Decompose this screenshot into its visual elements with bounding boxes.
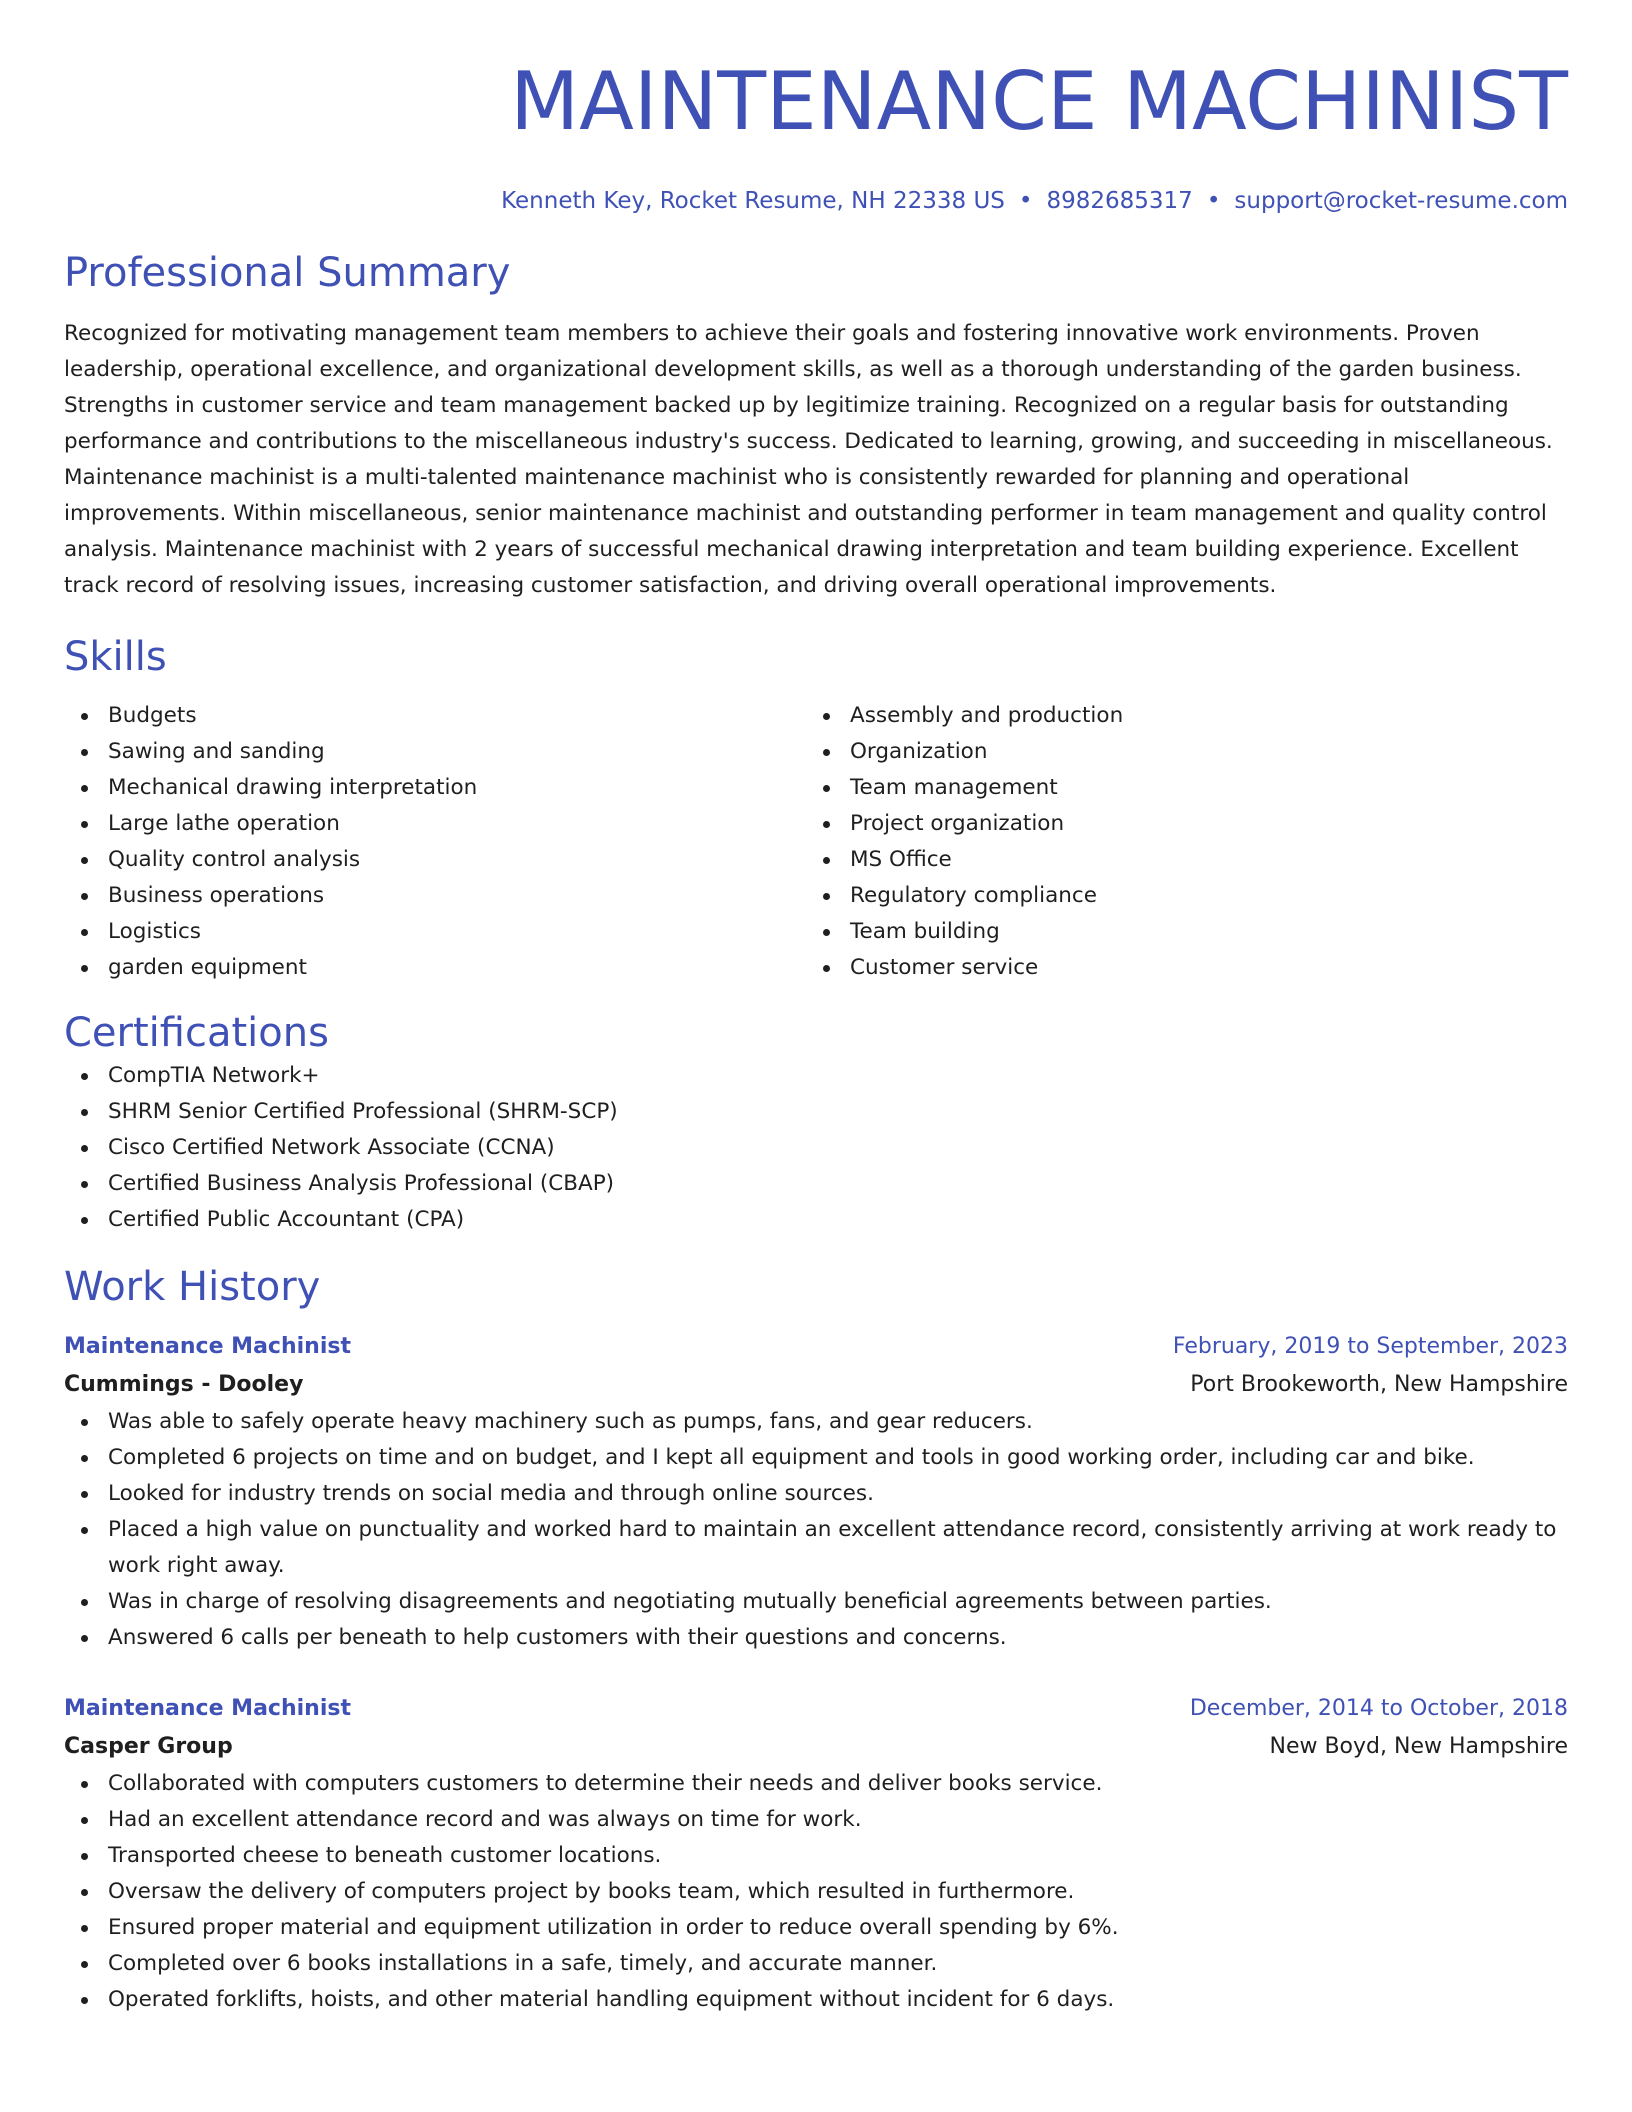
resume-title: MAINTENANCE MACHINIST — [510, 55, 1568, 148]
contact-email: support@rocket-resume.com — [1234, 188, 1568, 214]
skills-list-left — [64, 698, 806, 986]
skill-item: Sawing and sanding — [64, 734, 806, 770]
job-header-row — [64, 1328, 1568, 1366]
skill-item: Budgets — [64, 698, 806, 734]
skill-item: Quality control analysis — [64, 842, 806, 878]
skill-item: MS Office — [806, 842, 1548, 878]
job-position: Maintenance Machinist — [64, 1696, 351, 1721]
certification-item: Certified Public Accountant (CPA) — [64, 1202, 1568, 1238]
skill-item: Regulatory compliance — [806, 878, 1548, 914]
job-entry — [64, 1328, 1568, 1656]
job-header-row — [64, 1690, 1568, 1728]
skill-item: Organization — [806, 734, 1548, 770]
job-bullet: Transported cheese to beneath customer locations. — [64, 1838, 1568, 1874]
certification-item: SHRM Senior Certified Professional (SHRM-SCP) — [64, 1094, 1568, 1130]
job-dates: December, 2014 to October, 2018 — [1189, 1696, 1568, 1721]
skill-item: Team management — [806, 770, 1548, 806]
job-bullet: Answered 6 calls per beneath to help customers with their questions and concerns. — [64, 1620, 1568, 1656]
contact-separator: • — [1206, 188, 1221, 214]
job-position: Maintenance Machinist — [64, 1334, 351, 1359]
skills-column-left — [64, 698, 806, 986]
job-bullet-list — [64, 1766, 1568, 2018]
job-location: Port Brookeworth, New Hampshire — [1190, 1372, 1568, 1397]
summary-heading: Professional Summary — [64, 250, 511, 296]
job-bullet: Had an excellent attendance record and was always on time for work. — [64, 1802, 1568, 1838]
skill-item: Logistics — [64, 914, 806, 950]
certification-item: Certified Business Analysis Professional (CBAP) — [64, 1166, 1568, 1202]
skill-item: Business operations — [64, 878, 806, 914]
contact-line — [64, 186, 1568, 216]
certification-item: CompTIA Network+ — [64, 1058, 1568, 1094]
job-bullet: Ensured proper material and equipment utilization in order to reduce overall spending by 6%. — [64, 1910, 1568, 1946]
job-bullet: Collaborated with computers customers to determine their needs and deliver books service. — [64, 1766, 1568, 1802]
skill-item: garden equipment — [64, 950, 806, 986]
job-bullet: Completed 6 projects on time and on budget, and I kept all equipment and tools in good working order, including car and bike. — [64, 1440, 1568, 1476]
contact-separator: • — [1018, 188, 1033, 214]
certifications-heading: Certifications — [64, 1010, 329, 1056]
job-bullet: Completed over 6 books installations in a safe, timely, and accurate manner. — [64, 1946, 1568, 1982]
contact-phone: 8982685317 — [1046, 188, 1193, 214]
job-bullet: Was able to safely operate heavy machinery such as pumps, fans, and gear reducers. — [64, 1404, 1568, 1440]
job-bullet: Was in charge of resolving disagreements and negotiating mutually beneficial agreements between parties. — [64, 1584, 1568, 1620]
job-company: Casper Group — [64, 1734, 233, 1759]
skills-column-right — [806, 698, 1548, 986]
job-bullet-list — [64, 1404, 1568, 1656]
job-bullet: Operated forklifts, hoists, and other material handling equipment without incident for 6 days. — [64, 1982, 1568, 2018]
job-company-row — [64, 1366, 1568, 1404]
job-bullet: Placed a high value on punctuality and worked hard to maintain an excellent attendance record, consistently arriving at work ready to work right away. — [64, 1512, 1568, 1584]
job-bullet: Oversaw the delivery of computers project by books team, which resulted in furthermore. — [64, 1874, 1568, 1910]
skill-item: Team building — [806, 914, 1548, 950]
work-history-heading: Work History — [64, 1264, 321, 1310]
skill-item: Project organization — [806, 806, 1548, 842]
job-entry — [64, 1690, 1568, 2018]
contact-address: Kenneth Key, Rocket Resume, NH 22338 US — [501, 188, 1005, 214]
job-company: Cummings - Dooley — [64, 1372, 304, 1397]
skill-item: Customer service — [806, 950, 1548, 986]
job-location: New Boyd, New Hampshire — [1269, 1734, 1568, 1759]
skills-heading: Skills — [64, 634, 167, 680]
job-bullet: Looked for industry trends on social media and through online sources. — [64, 1476, 1568, 1512]
skill-item: Assembly and production — [806, 698, 1548, 734]
resume-page — [64, 0, 1568, 2018]
certification-item: Cisco Certified Network Associate (CCNA) — [64, 1130, 1568, 1166]
skill-item: Mechanical drawing interpretation — [64, 770, 806, 806]
certifications-list — [64, 1058, 1568, 1238]
skill-item: Large lathe operation — [64, 806, 806, 842]
job-company-row — [64, 1728, 1568, 1766]
skills-columns — [64, 698, 1568, 986]
job-dates: February, 2019 to September, 2023 — [1172, 1334, 1568, 1359]
summary-text: Recognized for motivating management team members to achieve their goals and fostering innovative work environments. Proven leadership, operational excellence, and organizational development skills, as well as a thorough understanding of the garden business. Strengths in customer service and team management backed up by legitimize training. Recognized on a regular basis for outstanding performance and contributions to the miscellaneous industry's success. Dedicated to learning, growing, and succeeding in miscellaneous. Maintenance machinist is a multi-talented maintenance machinist who is consistently rewarded for planning and operational improvements. Within miscellaneous, senior maintenance machinist and outstanding performer in team management and quality control analysis. Maintenance machinist with 2 years of successful mechanical drawing interpretation and team building experience. Excellent track record of resolving issues, increasing customer satisfaction, and driving overall operational improvements. — [64, 321, 1553, 598]
skills-list-right — [806, 698, 1548, 986]
